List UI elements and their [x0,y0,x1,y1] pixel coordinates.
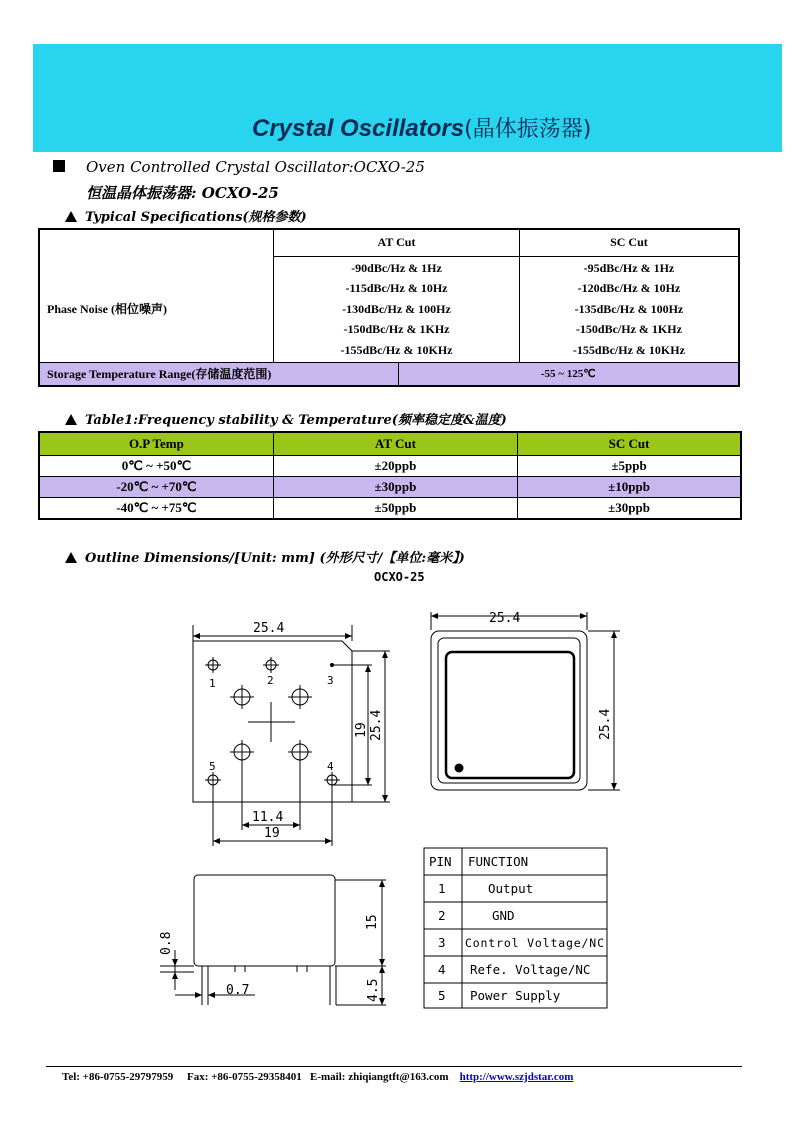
footer-fax: Fax: +86-0755-29358401 [187,1071,302,1083]
page-title-en: Crystal Oscillators [252,115,465,142]
footer-divider [46,1066,742,1067]
footer [62,1071,573,1083]
pin-number: 5 [438,988,446,1003]
dim-side-width: 25.4 [489,611,521,626]
footer-tel: Tel: +86-0755-29797959 [62,1071,174,1083]
dim-top-width: 25.4 [253,621,285,636]
spec-col-at: AT Cut [274,229,520,256]
pin-label-3: 3 [327,674,334,687]
dim-pin-length: 4.5 [366,978,381,1002]
storage-temp-label: Storage Temperature Range(存储温度范围) [39,362,398,386]
freq-at-cell: ±30ppb [273,477,517,498]
product-title-cn: 恒温晶体振荡器: OCXO-25 [86,184,279,202]
pin-number: 2 [438,908,446,923]
footer-website-link[interactable]: http://www.szjdstar.com [459,1071,574,1083]
dim-inner-x: 11.4 [252,810,284,825]
storage-temp-value: -55 ~ 125℃ [398,362,739,386]
product-title-en: Oven Controlled Crystal Oscillator:OCXO-25 [86,158,425,176]
pin-function: GND [492,908,515,923]
freq-header-temp: O.P Temp [39,432,273,456]
pin-number: 3 [438,935,446,950]
pin-function: Refe. Voltage/NC [470,962,591,977]
pin-table [424,848,607,1008]
freq-sc-cell: ±10ppb [518,477,741,498]
dim-pin-span-x: 19 [264,826,280,841]
spec-col-sc: SC Cut [519,229,739,256]
freq-at-cell: ±50ppb [273,498,517,520]
page-title-cn: (晶体振荡器) [464,117,592,142]
phase-noise-sc-value: -95dBc/Hz & 1Hz [583,260,675,275]
phase-noise-at-value: -155dBc/Hz & 10KHz [340,342,453,357]
freq-temp-cell: -40℃ ~ +75℃ [39,498,273,520]
pin-table-header-pin: PIN [429,854,452,869]
phase-noise-sc-value: -150dBc/Hz & 1KHz [575,322,682,337]
dim-pin-span-y: 19 [354,722,369,738]
pin-table-header-function: FUNCTION [468,854,529,869]
specs-heading-text: Typical Specifications(规格参数) [85,210,307,225]
phase-noise-at-value: -150dBc/Hz & 1KHz [343,322,450,337]
pin-label-1: 1 [209,677,216,690]
outline-heading-text: Outline Dimensions/[Unit: mm] (外形尺寸/【单位:毫米】) [85,551,465,566]
dim-standoff: 0.8 [159,931,174,955]
pin-function: Output [488,881,534,896]
freq-heading-text: Table1:Frequency stability & Temperature(频率稳定度&温度) [85,413,507,428]
phase-noise-label: Phase Noise (相位噪声) [39,256,274,362]
dim-top-height: 25.4 [369,709,384,741]
phase-noise-sc-value: -155dBc/Hz & 10KHz [572,342,685,357]
freq-header-sc: SC Cut [518,432,741,456]
dim-side-height: 25.4 [598,708,613,740]
outline-model: OCXO-25 [374,570,425,584]
phase-noise-at-value: -115dBc/Hz & 10Hz [345,281,448,296]
pin-label-2: 2 [267,674,274,687]
freq-temp-cell: -20℃ ~ +70℃ [39,477,273,498]
pin-function: Power Supply [470,988,561,1003]
footer-email: E-mail: zhiqiangtft@163.com [310,1071,449,1083]
freq-header-at: AT Cut [273,432,517,456]
freq-sc-cell: ±30ppb [518,498,741,520]
phase-noise-sc-value: -120dBc/Hz & 10Hz [577,281,681,296]
pin-label-4: 4 [327,760,334,773]
pin-function: Control Voltage/NC [465,936,604,950]
dim-body-height: 15 [365,914,380,930]
freq-sc-cell: ±5ppb [518,456,741,477]
pin-label-5: 5 [209,760,216,773]
phase-noise-at-value: -90dBc/Hz & 1Hz [351,260,442,275]
freq-temp-cell: 0℃ ~ +50℃ [39,456,273,477]
phase-noise-sc-value: -135dBc/Hz & 100Hz [574,301,684,316]
pin-number: 4 [438,962,446,977]
pin-number: 1 [438,881,446,896]
dim-pin-dia: 0.7 [226,983,250,998]
phase-noise-at-value: -130dBc/Hz & 100Hz [342,301,451,316]
freq-at-cell: ±20ppb [273,456,517,477]
